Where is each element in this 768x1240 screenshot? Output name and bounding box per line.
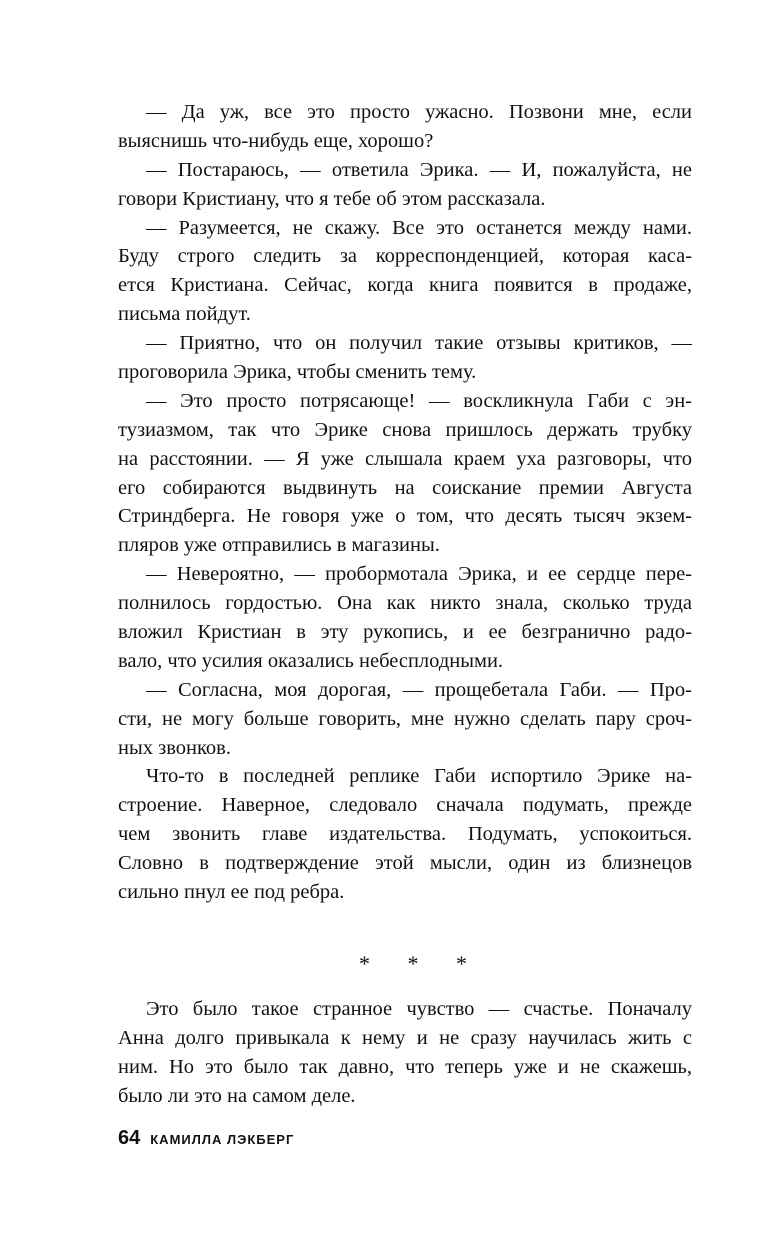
text-line: — Приятно, что он получил такие отзывы критиков, —	[146, 332, 692, 355]
text-line: ется Кристиана. Сейчас, когда книга появится в продаже,	[118, 274, 692, 297]
continuation-lines	[118, 995, 692, 1111]
body-text	[118, 98, 692, 907]
text-line: вложил Кристиан в эту рукопись, и ее безгранично радо-	[118, 621, 692, 644]
text-line: сильно пнул ее под ребра.	[118, 881, 345, 904]
text-line: ных звонков.	[118, 736, 231, 759]
page-footer	[118, 1127, 294, 1150]
running-head: КАМИЛЛА ЛЭКБЕРГ	[150, 1132, 295, 1147]
text-line: Что-то в последней реплике Габи испортило Эрике на-	[146, 765, 692, 788]
text-line: пляров уже отправились в магазины.	[118, 534, 440, 557]
text-line: Словно в подтверждение этой мысли, один из близнецов	[118, 852, 692, 875]
continuation-text	[118, 995, 692, 1111]
text-line: Это было такое странное чувство — счастье. Поначалу	[146, 998, 692, 1020]
text-line: — Разумеется, не скажу. Все это останется между нами.	[146, 216, 692, 239]
section-break: * * *	[359, 951, 483, 976]
text-line: чем звонить главе издательства. Подумать, успокоиться.	[118, 823, 692, 846]
text-line: — Постараюсь, — ответила Эрика. — И, пожалуйста, не	[146, 158, 692, 181]
text-line: Анна долго привыкала к нему и не сразу научилась жить с	[118, 1026, 692, 1049]
text-line: было ли это на самом деле.	[118, 1084, 356, 1107]
text-line: строение. Наверное, следовало сначала подумать, прежде	[118, 794, 692, 817]
text-line: — Невероятно, — пробормотала Эрика, и ее сердце пере-	[146, 563, 692, 586]
text-line: ним. Но это было так давно, что теперь уже и не скажешь,	[118, 1055, 692, 1078]
text-line: его собираются выдвинуть на соискание премии Августа	[118, 476, 692, 499]
text-line: выяснишь что-нибудь еще, хорошо?	[118, 129, 434, 152]
text-line: на расстоянии. — Я уже слышала краем уха разговоры, что	[118, 447, 692, 470]
text-line: — Это просто потрясающе! — воскликнула Габи с эн-	[146, 389, 692, 412]
page-number: 64	[118, 1127, 141, 1149]
text-line: полнилось гордостью. Она как никто знала, сколько труда	[118, 592, 692, 615]
text-line: проговорила Эрика, чтобы сменить тему.	[118, 361, 477, 384]
text-line: Буду строго следить за корреспонденцией, которая каса-	[118, 245, 692, 268]
text-line: Стриндберга. Не говоря уже о том, что десять тысяч экзем-	[118, 505, 692, 528]
text-line: — Да уж, все это просто ужасно. Позвони мне, если	[146, 101, 692, 123]
text-line: тузиазмом, так что Эрике снова пришлось держать трубку	[118, 418, 692, 441]
body-lines	[118, 98, 692, 907]
text-line: сти, не могу больше говорить, мне нужно сделать пару сроч-	[118, 707, 692, 730]
text-line: вало, что усилия оказались небесплодными.	[118, 649, 504, 672]
text-line: — Согласна, моя дорогая, — прощебетала Габи. — Про-	[146, 678, 692, 701]
text-line: говори Кристиану, что я тебе об этом рассказала.	[118, 187, 546, 210]
text-line: письма пойдут.	[118, 303, 251, 326]
